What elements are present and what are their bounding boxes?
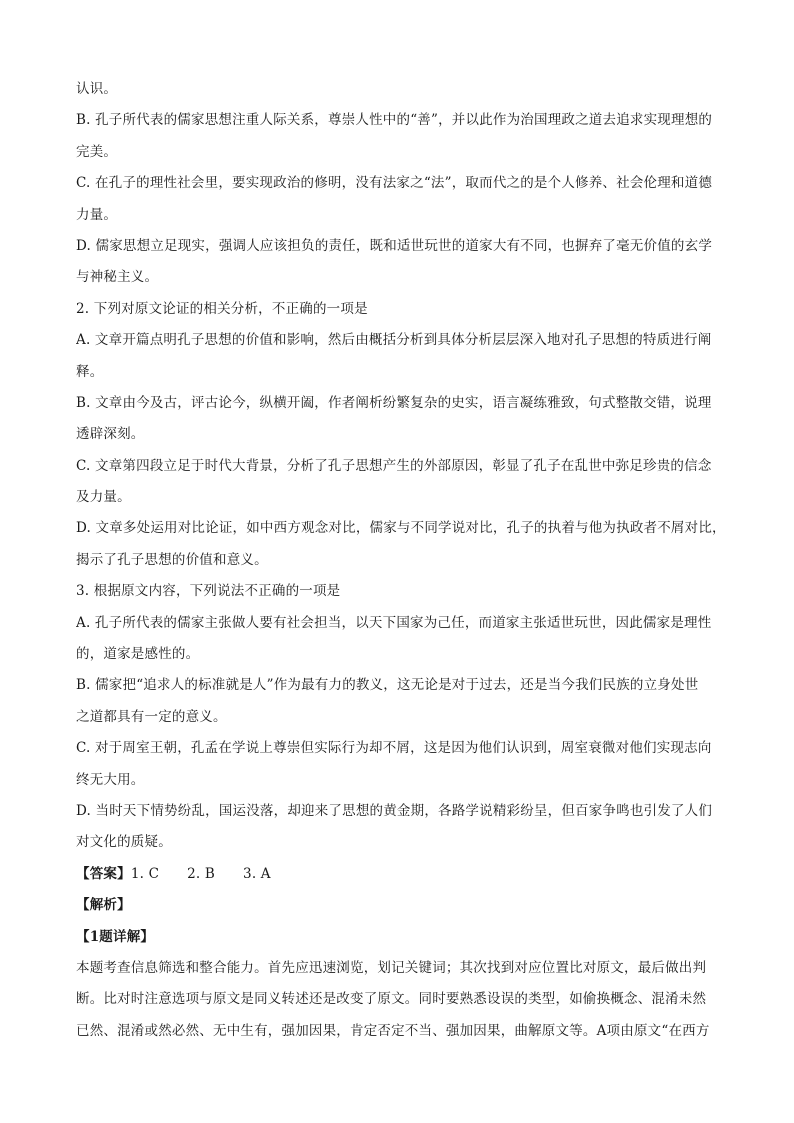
text-line: 及力量。 (76, 489, 131, 506)
text-line: 与神秘主义。 (76, 269, 159, 286)
text-line: 揭示了孔子思想的价值和意义。 (76, 551, 268, 568)
option-d-line: D. 文章多处运用对比论证，如中西方观念对比，儒家与不同学说对比，孔子的执着与他为执政者不屑对比， (76, 520, 726, 537)
detail-line: 已然、混淆或然必然、无中生有，强加因果，肯定否定不当、强加因果，曲解原文等。A项由原文“在西方 (76, 1022, 710, 1039)
text-line: 对文化的质疑。 (76, 834, 172, 851)
answer-label: 【答案】 (76, 865, 131, 882)
text-line: 终无大用。 (76, 771, 145, 788)
answer-item: 3. A (243, 865, 271, 882)
analysis-label: 【解析】 (76, 897, 131, 914)
question-3: 3. 根据原文内容，下列说法不正确的一项是 (76, 583, 341, 600)
detail-line: 本题考查信息筛选和整合能力。首先应迅速浏览，划记关键词；其次找到对应位置比对原文，最后做出判 (76, 959, 707, 976)
text-line: 透辟深刻。 (76, 426, 145, 443)
text-line: 释。 (76, 363, 104, 380)
answer-item: 2. B (187, 865, 216, 882)
text-line: 的，道家是感性的。 (76, 646, 200, 663)
text-line: 之道都具有一定的意义。 (76, 708, 227, 725)
detail-line: 断。比对时注意选项与原文是同义转述还是改变了原文。同时要熟悉设误的类型，如偷换概念、混淆未然 (76, 991, 707, 1008)
option-c-line: C. 文章第四段立足于时代大背景，分析了孔子思想产生的外部原因，彰显了孔子在乱世中弥足珍贵的信念 (76, 457, 712, 474)
answer-row (76, 859, 728, 890)
text-line: 力量。 (76, 206, 118, 223)
text-line: 认识。 (76, 81, 118, 97)
option-b-line: B. 孔子所代表的儒家思想注重人际关系，尊崇人性中的“善”，并以此作为治国理政之道去追求实现理想的 (76, 112, 713, 129)
question-2: 2. 下列对原文论证的相关分析，不正确的一项是 (76, 300, 368, 317)
answer-item: 1. C (130, 865, 160, 882)
detail-label: 【1题详解】 (76, 928, 155, 945)
option-c-line: C. 对于周室王朝，孔孟在学说上尊崇但实际行为却不屑，这是因为他们认识到，周室衰微对他们实现志向 (76, 740, 712, 757)
document-page (76, 74, 728, 1047)
text-line: 完美。 (76, 143, 118, 160)
option-b-line: B. 文章由今及古，评古论今，纵横开阖，作者阐析纷繁复杂的史实，语言凝练雅致，句式整散交错，说理 (76, 394, 712, 411)
option-c-line: C. 在孔子的理性社会里，要实现政治的修明，没有法家之“法”，取而代之的是个人修养、社会伦理和道德 (76, 175, 713, 192)
option-a-line: A. 文章开篇点明孔子思想的价值和影响，然后由概括分析到具体分析层层深入地对孔子思想的特质进行阐 (76, 332, 712, 349)
option-d-line: D. 儒家思想立足现实，强调人应该担负的责任，既和适世玩世的道家大有不同，也摒弃了毫无价值的玄学 (76, 237, 713, 254)
option-d-line: D. 当时天下情势纷乱，国运没落，却迎来了思想的黄金期，各路学说精彩纷呈，但百家争鸣也引发了人们 (76, 802, 713, 819)
option-a-line: A. 孔子所代表的儒家主张做人要有社会担当，以天下国家为己任，而道家主张适世玩世，因此儒家是理性 (76, 614, 712, 631)
option-b-line: B. 儒家把“追求人的标准就是人”作为最有力的教义，这无论是对于过去，还是当今我们民族的立身处世 (76, 677, 699, 694)
